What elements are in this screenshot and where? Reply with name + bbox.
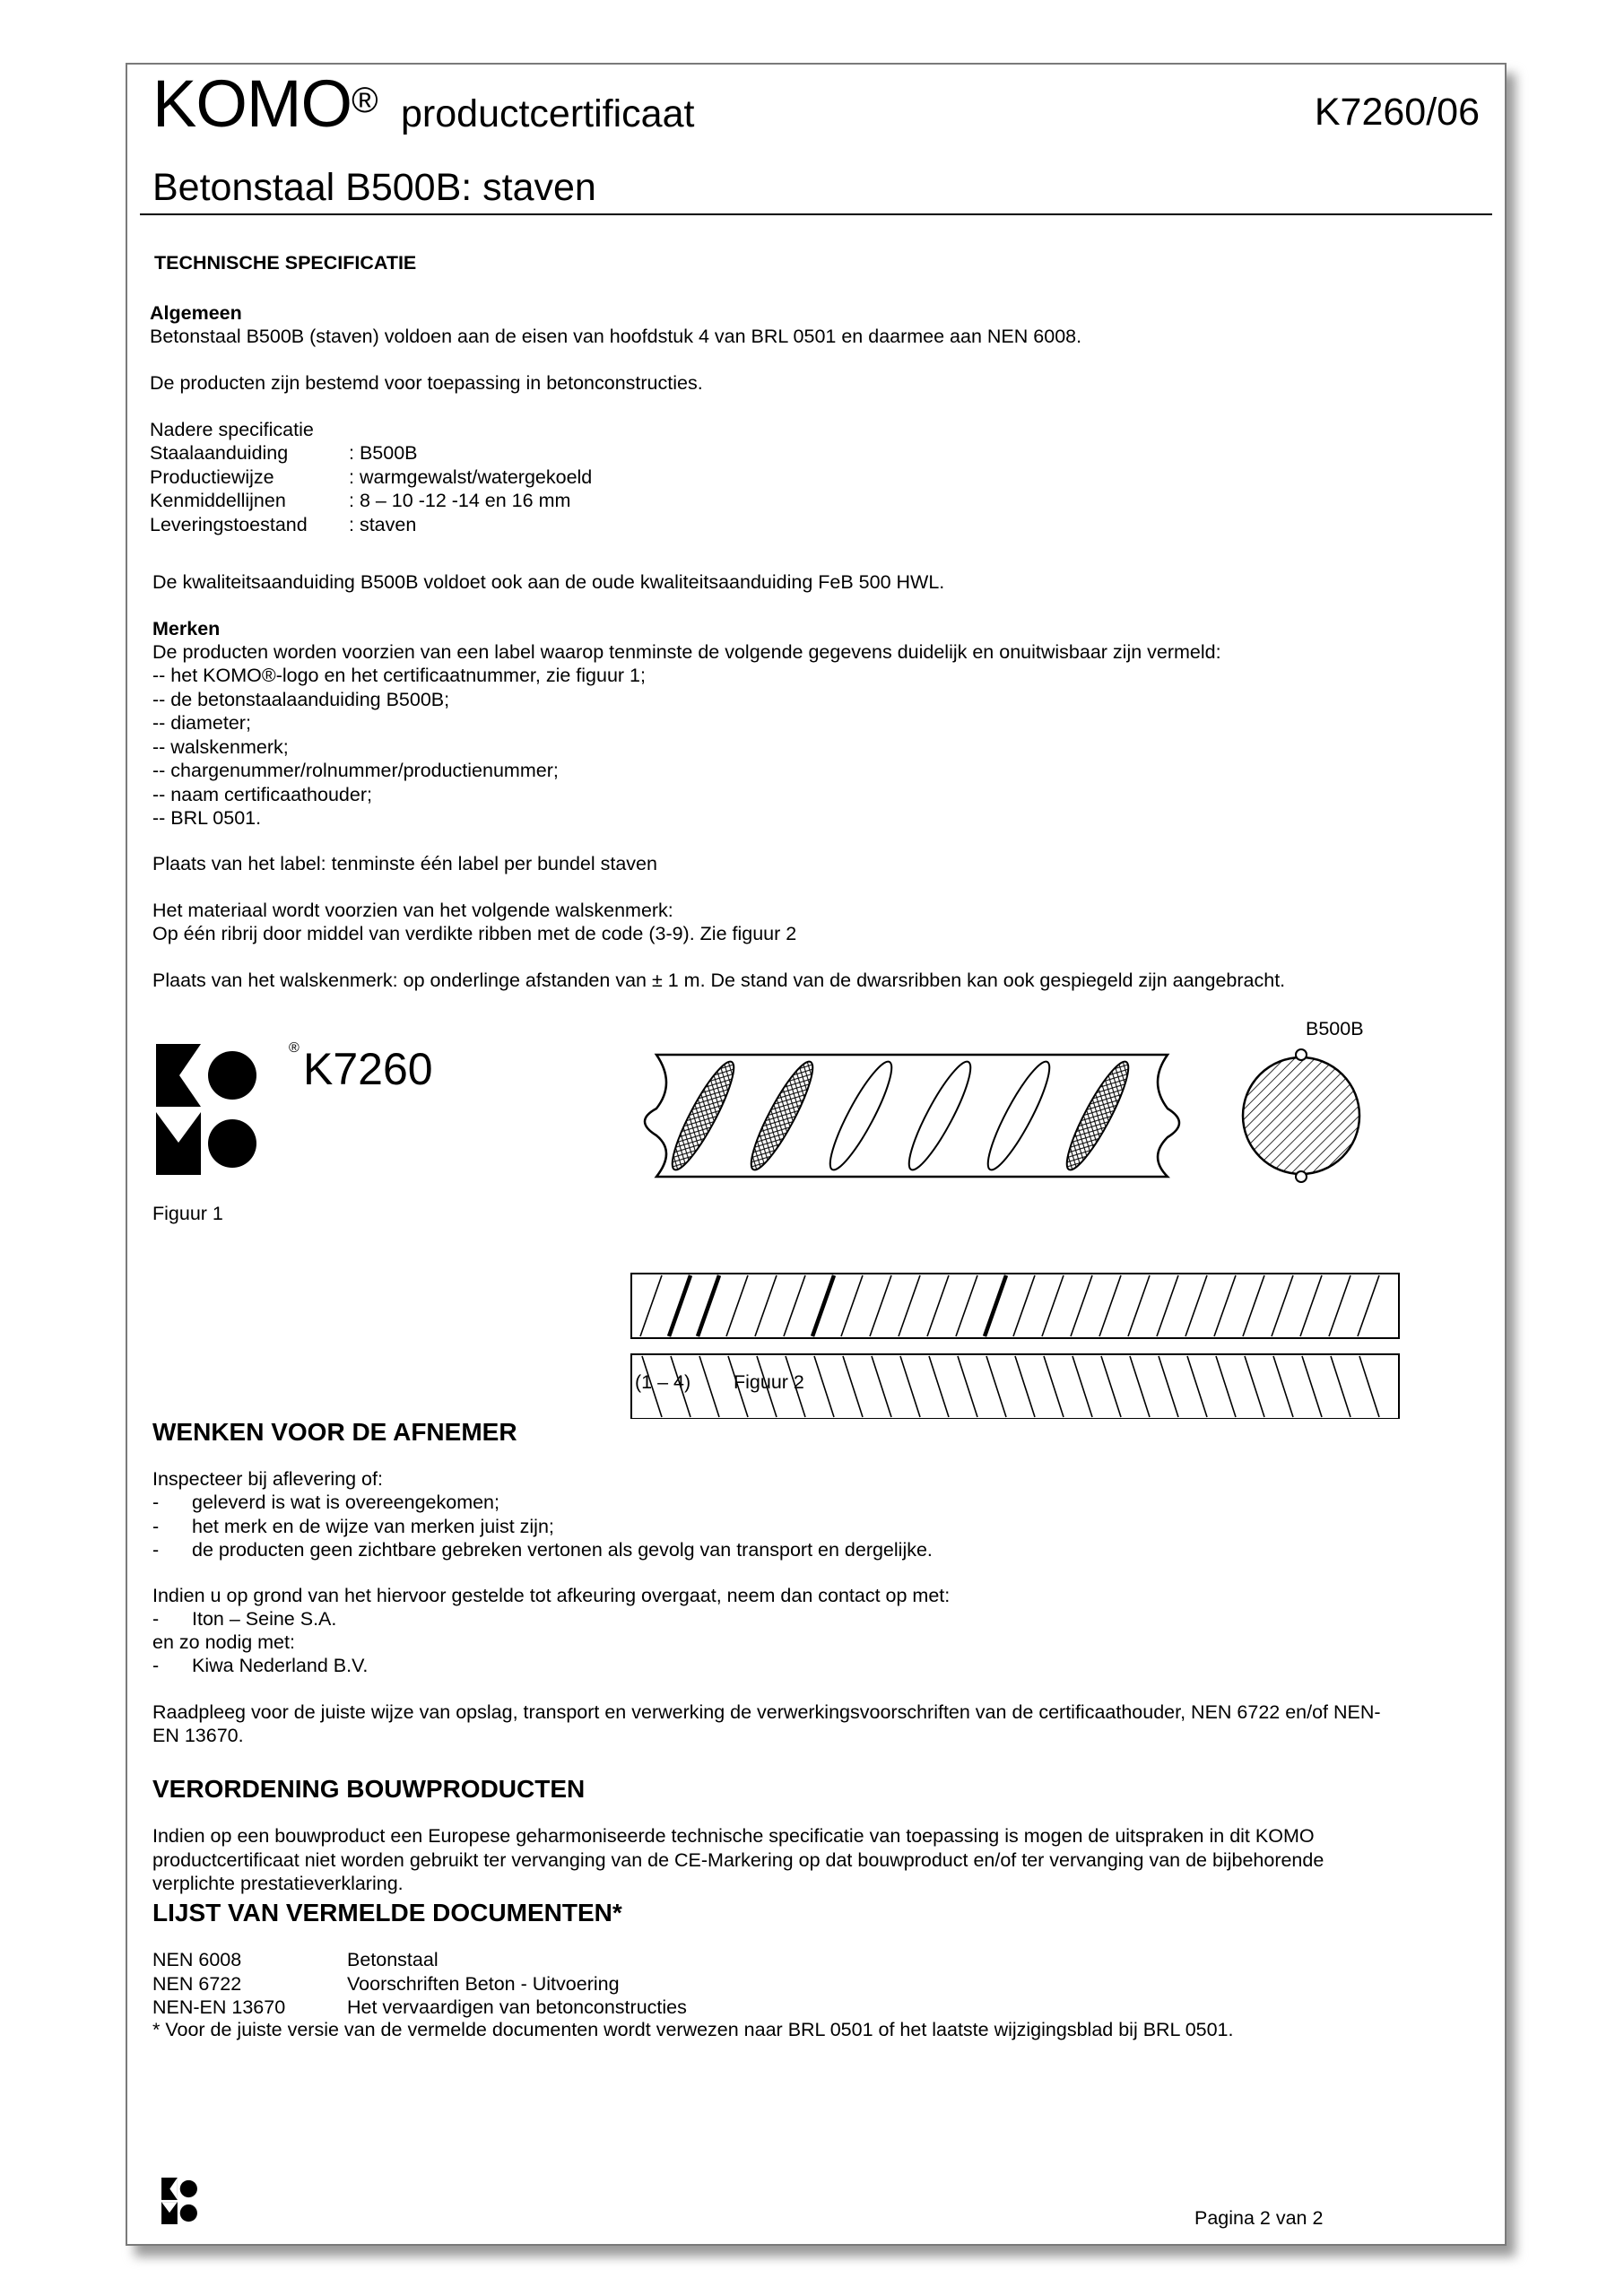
documenten-heading: LIJST VAN VERMELDE DOCUMENTEN* — [152, 1899, 622, 1926]
spec-row: Staalaanduiding : B500B — [150, 442, 418, 464]
list-item: -- BRL 0501. — [152, 807, 262, 829]
merken-title: Merken — [152, 618, 221, 639]
header-divider — [140, 213, 1492, 215]
komo-logo — [156, 1044, 256, 1175]
figure-1-caption: Figuur 1 — [152, 1203, 223, 1224]
product-type: productcertificaat — [401, 92, 695, 135]
documenten-footnote: * Voor de juiste versie van de vermelde documenten wordt verwezen naar BRL 0501 of het laatste wijzigingsblad bij BRL 0501. — [152, 2019, 1234, 2040]
list-item: -- de betonstaalaanduiding B500B; — [152, 688, 450, 710]
contact-intro: Indien u op grond van het hiervoor gestelde tot afkeuring overgaat, neem dan contact op met: — [152, 1585, 951, 1606]
list-item: - het merk en de wijze van merken juist zijn; — [152, 1515, 554, 1537]
figure-2-caption: Figuur 2 — [734, 1371, 804, 1393]
raadpleeg-line-1: Raadpleeg voor de juiste wijze van opslag, transport en verwerking de verwerkingsvoorschriften van de certificaathouder, NEN 6722 en/of NEN- — [152, 1701, 1381, 1723]
wenken-intro: Inspecteer bij aflevering of: — [152, 1468, 383, 1490]
spec-row: Leveringstoestand : staven — [150, 513, 417, 535]
contact-mid: en zo nodig met: — [152, 1631, 295, 1653]
label-plaats-text: Plaats van het label: tenminste één label per bundel staven — [152, 853, 657, 874]
list-item: -- diameter; — [152, 712, 251, 734]
spec-list — [150, 441, 592, 536]
list-item: NEN 6722 Voorschriften Beton - Uitvoering — [152, 1972, 620, 1995]
list-item: - geleverd is wat is overeengekomen; — [152, 1492, 499, 1513]
list-item: NEN-EN 13670 Het vervaardigen van betonconstructies — [152, 1996, 687, 2018]
komo-title: KOMO® — [152, 66, 378, 141]
algemeen-text: Betonstaal B500B (staven) voldoen aan de eisen van hoofdstuk 4 van BRL 0501 en daarmee aan NEN 6008. — [150, 326, 1082, 347]
list-item: - de producten geen zichtbare gebreken vertonen als gevolg van transport en dergelijke. — [152, 1539, 933, 1561]
walskenmerk-text-2: Op één ribrij door middel van verdikte ribben met de code (3-9). Zie figuur 2 — [152, 923, 797, 944]
list-item: -- het KOMO®-logo en het certificaatnummer, zie figuur 1; — [152, 665, 646, 686]
list-item: NEN 6008 Betonstaal — [152, 1949, 439, 1970]
walskenmerk-plaats-text: Plaats van het walskenmerk: op onderlinge afstanden van ± 1 m. De stand van de dwarsribben kan ook gespiegeld zijn aangebracht. — [152, 970, 1286, 991]
figure-2-rebar-drawing — [630, 1033, 1490, 1419]
merken-list — [152, 664, 646, 831]
spec-row: Productiewijze : warmgewalst/watergekoeld — [150, 465, 593, 488]
algemeen-title: Algemeen — [150, 302, 242, 324]
merken-intro: De producten worden voorzien van een label waarop tenminste de volgende gegevens duidelijk en onuitwisbaar zijn vermeld: — [152, 641, 1221, 663]
spec-row: Kenmiddellijnen : 8 – 10 -12 -14 en 16 mm — [150, 490, 571, 511]
raadpleeg-line-2: EN 13670. — [152, 1725, 244, 1746]
logo-certificate-number: K7260 — [303, 1044, 433, 1094]
logo-registered-mark: ® — [289, 1040, 300, 1056]
verordening-heading: VERORDENING BOUWPRODUCTEN — [152, 1775, 586, 1803]
list-item: -- naam certificaathouder; — [152, 783, 372, 805]
wenken-heading: WENKEN VOOR DE AFNEMER — [152, 1418, 517, 1446]
wenken-list — [152, 1491, 933, 1562]
kwaliteit-text: De kwaliteitsaanduiding B500B voldoet ook aan de oude kwaliteitsaanduiding FeB 500 HWL. — [152, 571, 945, 593]
document-subtitle: Betonstaal B500B: staven — [152, 166, 596, 209]
walskenmerk-text-1: Het materiaal wordt voorzien van het volgende walskenmerk: — [152, 900, 673, 921]
contact-2: - Kiwa Nederland B.V. — [152, 1655, 369, 1676]
certificate-page — [126, 63, 1507, 2246]
list-item: -- chargenummer/rolnummer/productienummer; — [152, 760, 559, 781]
documenten-list — [152, 1948, 687, 2020]
contact-1: - Iton – Seine S.A. — [152, 1608, 337, 1630]
komo-footer-logo — [156, 2178, 203, 2224]
verordening-text: Indien op een bouwproduct een Europese geharmoniseerde technische specificatie van toepassing is mogen de uitspraken in dit KOMO productcertificaat niet worden gebruikt ter vervanging van de CE-Markering op dat bouwproduct en/of ter vervanging van de bijbehorende verplichte prestatieverklaring. — [152, 1825, 1324, 1894]
list-item: -- walskenmerk; — [152, 735, 289, 758]
bestemd-text: De producten zijn bestemd voor toepassing in betonconstructies. — [150, 372, 703, 394]
tech-spec-heading: TECHNISCHE SPECIFICATIE — [154, 252, 417, 274]
page-number: Pagina 2 van 2 — [1194, 2207, 1324, 2229]
certificate-number: K7260/06 — [1314, 91, 1480, 134]
figure-2-code: (1 – 4) — [635, 1371, 691, 1393]
b500b-section-label: B500B — [1306, 1018, 1364, 1039]
nadere-title: Nadere specificatie — [150, 419, 314, 440]
